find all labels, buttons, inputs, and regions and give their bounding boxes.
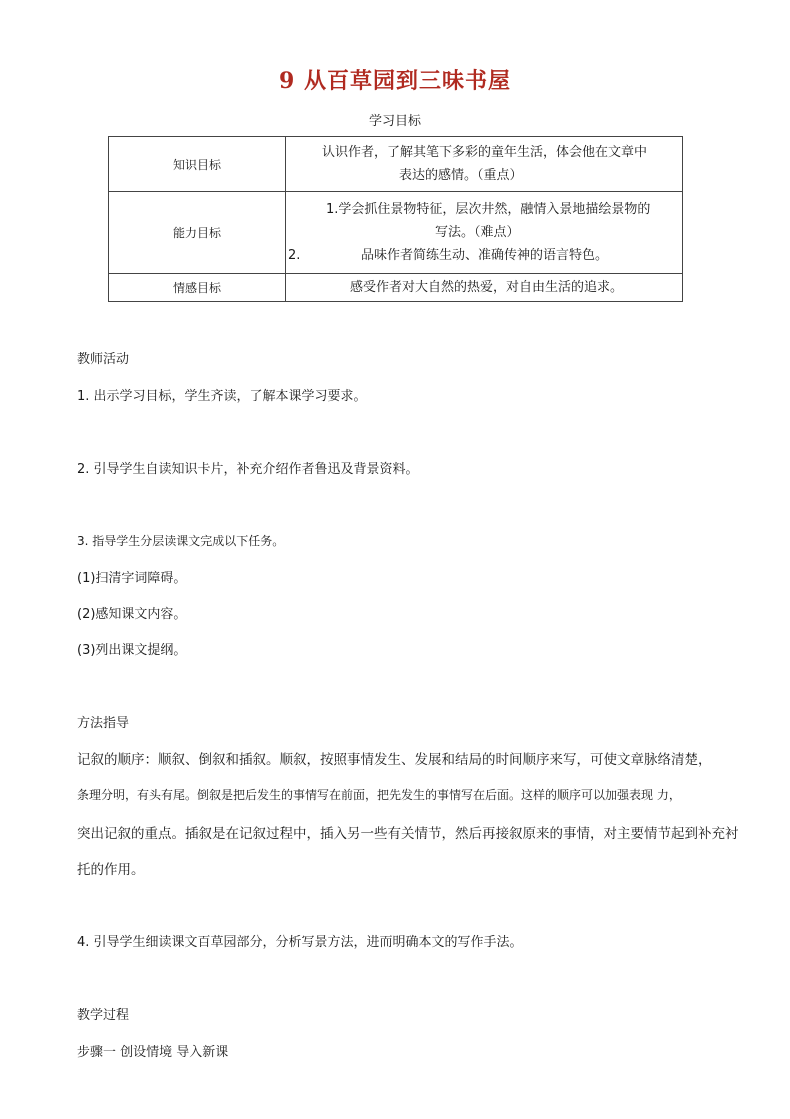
goal-ability-line2: 写法。（难点） [435,225,520,240]
table-row [109,192,683,274]
goal-knowledge-line1: 认识作者，了解其笔下多彩的童年生活，体会他在文章中 [322,145,648,160]
method-guidance-heading: 方法指导 [77,716,130,731]
goal-ability-item2-number: 2. [288,248,301,263]
step-4: 4. 引导学生细读课文百草园部分，分析写景方法，进而明确本文的写作手法。 [77,935,523,950]
method-paragraph-line1: 记叙的顺序：顺叙、倒叙和插叙。顺叙，按照事情发生、发展和结局的时间顺序来写，可使文章脉络清楚， [77,752,712,768]
step-3: 3. 指导学生分层读课文完成以下任务。 [77,534,285,548]
process-step-1: 步骤一 创设情境 导入新课 [77,1045,229,1060]
goal-knowledge-line2: 表达的感情。（重点） [399,168,523,183]
goal-label-ability: 能力目标 [109,192,286,274]
teaching-process-heading: 教学过程 [77,1008,130,1023]
document-title: 9 从百草园到三味书屋 [279,68,511,94]
method-paragraph-line3: 突出记叙的重点。插叙是在记叙过程中，插入另一些有关情节，然后再接叙原来的事情，对主要情节起到补充衬 [77,826,739,842]
step-3-task-1: (1)扫清字词障碍。 [77,571,187,586]
step-1: 1. 出示学习目标，学生齐读，了解本课学习要求。 [77,389,367,404]
goal-label-knowledge: 知识目标 [109,137,286,192]
goal-ability-item2-text: 品味作者简练生动、准确传神的语言特色。 [361,248,609,263]
table-caption: 学习目标 [368,114,421,129]
goal-content-emotion [286,274,683,302]
step-3-task-2: (2)感知课文内容。 [77,607,187,622]
teacher-activity-heading: 教师活动 [77,352,130,367]
goal-content-knowledge [286,137,683,192]
step-3-task-3: (3)列出课文提纲。 [77,643,187,658]
learning-goals-table [108,136,683,302]
table-row [109,137,683,192]
step-2: 2. 引导学生自读知识卡片，补充介绍作者鲁迅及背景资料。 [77,462,419,477]
method-paragraph-line4: 托的作用。 [77,862,145,878]
goal-label-emotion: 情感目标 [109,274,286,302]
goal-emotion-line1: 感受作者对大自然的热爱，对自由生活的追求。 [350,280,624,295]
method-paragraph-line2: 条理分明，有头有尾。倒叙是把后发生的事情写在前面，把先发生的事情写在后面。这样的顺序可以加强表现 力， [77,788,681,802]
goal-ability-line1: 1.学会抓住景物特征，层次井然，融情入景地描绘景物的 [326,202,651,217]
goal-content-ability [286,192,683,274]
goal-ability-item2 [286,244,682,267]
table-row [109,274,683,302]
